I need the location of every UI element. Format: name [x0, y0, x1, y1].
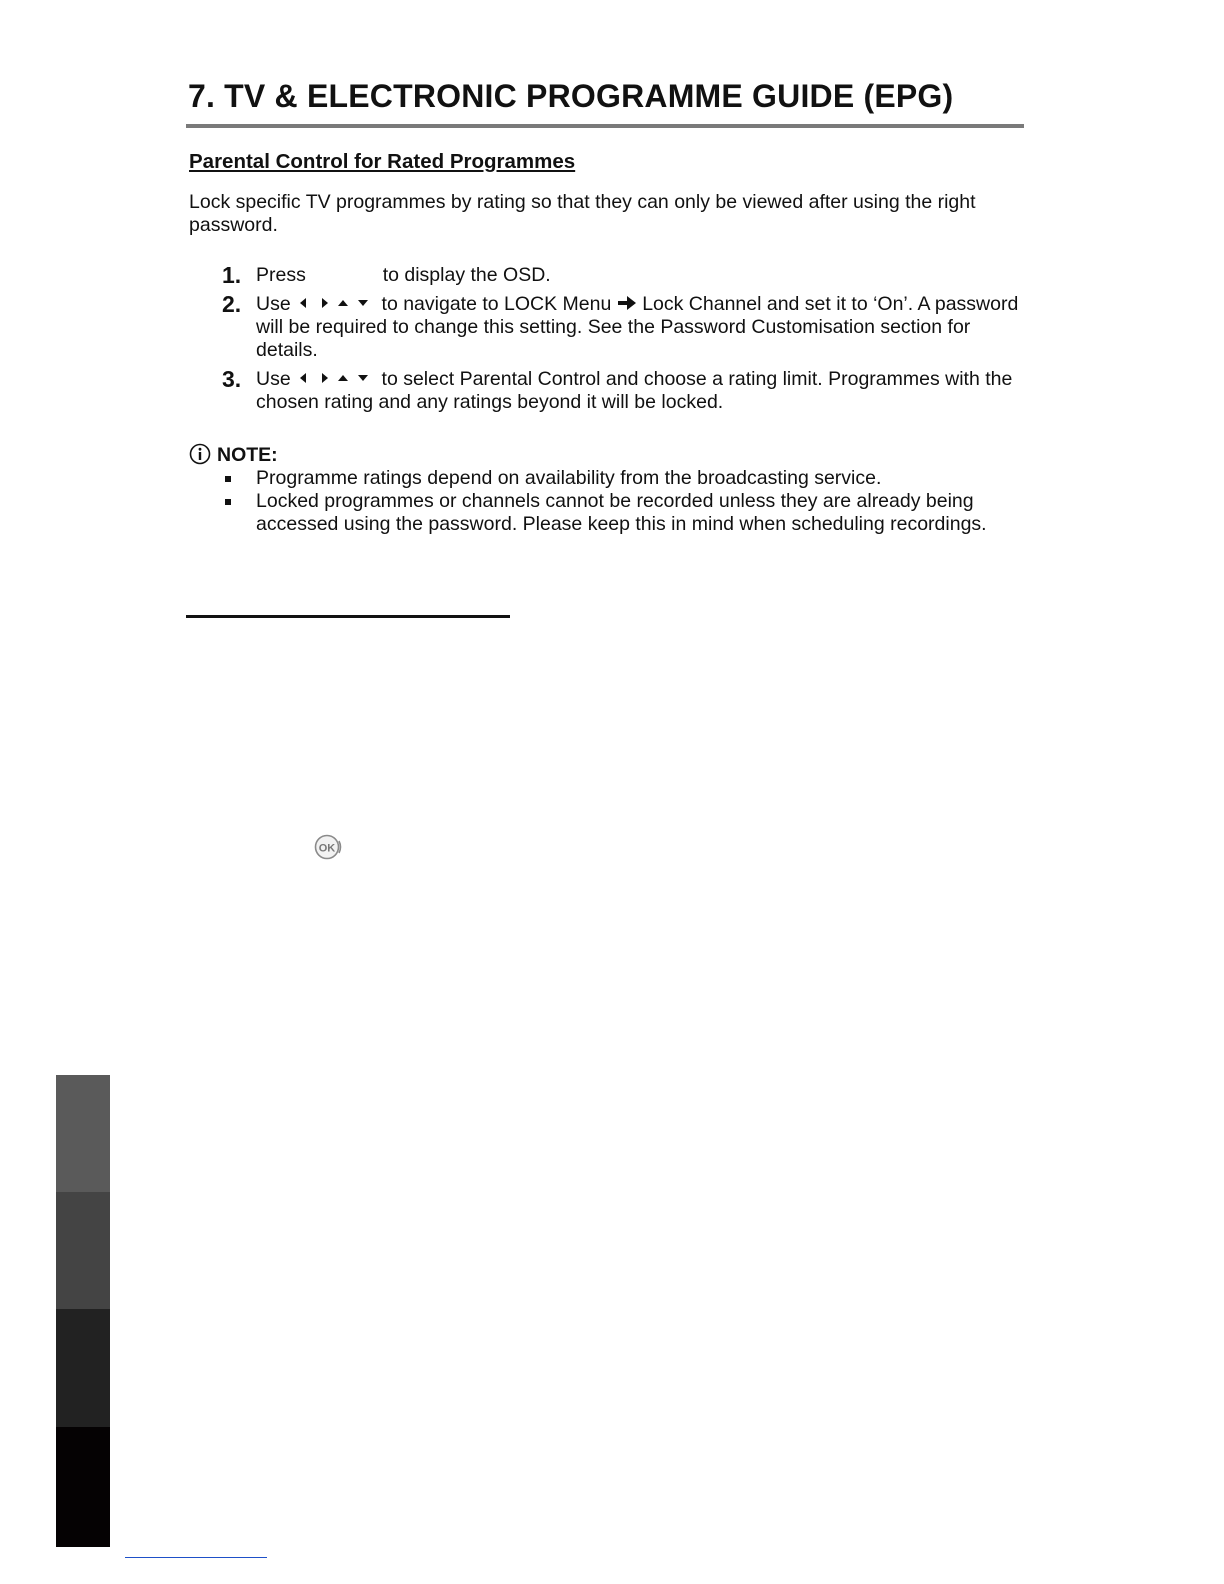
title-divider	[186, 124, 1024, 128]
step-text-mid: to navigate to LOCK Menu	[381, 293, 612, 315]
side-tab-2	[56, 1192, 110, 1310]
note-heading	[189, 443, 278, 467]
page-title: 7. TV & ELECTRONIC PROGRAMME GUIDE (EPG)	[188, 78, 954, 114]
step-3	[220, 368, 1030, 414]
section-title: Parental Control for Rated Programmes	[189, 150, 576, 173]
step-text-pre: Use	[256, 293, 291, 315]
intro-paragraph: Lock specific TV programmes by rating so that they can only be viewed after using the right password.	[189, 191, 976, 236]
step-text-pre: Press	[256, 264, 306, 286]
step-text-post: Lock Channel and set it to ‘On’. A password will be required to change this setting. See the Password Customisation section for details.	[256, 293, 1019, 361]
note-list	[220, 467, 1040, 536]
ok-button-icon	[313, 832, 343, 862]
step-text-post: to display the OSD.	[382, 264, 551, 286]
direction-arrows-icon	[296, 296, 376, 310]
footnote-divider	[186, 615, 510, 618]
info-icon	[189, 443, 211, 465]
note-text: Locked programmes or channels cannot be recorded unless they are already being accessed using the password. Please keep this in mind when scheduling recordings.	[256, 490, 987, 535]
step-2	[220, 293, 1030, 362]
list-item	[220, 467, 1040, 490]
direction-arrows-icon	[296, 371, 376, 385]
bottom-link-line	[125, 1557, 267, 1558]
arrow-right-icon	[617, 296, 637, 310]
step-1	[220, 264, 1030, 287]
ok-button-label: OK	[318, 842, 336, 855]
side-tab-3	[56, 1309, 110, 1427]
side-tab-4	[56, 1427, 110, 1547]
side-tab-1	[56, 1075, 110, 1193]
steps-list	[220, 264, 1030, 420]
step-text-post: to select Parental Control and choose a rating limit. Programmes with the chosen rating and any ratings beyond it will be locked.	[256, 368, 1013, 413]
note-label: NOTE:	[217, 444, 278, 466]
step-number: 3.	[222, 366, 242, 392]
step-text-pre: Use	[256, 368, 291, 390]
note-text: Programme ratings depend on availability from the broadcasting service.	[256, 467, 882, 489]
step-number: 1.	[222, 262, 242, 288]
list-item	[220, 490, 1040, 536]
step-number: 2.	[222, 291, 242, 317]
bullet-icon	[225, 499, 231, 505]
bullet-icon	[225, 476, 231, 482]
